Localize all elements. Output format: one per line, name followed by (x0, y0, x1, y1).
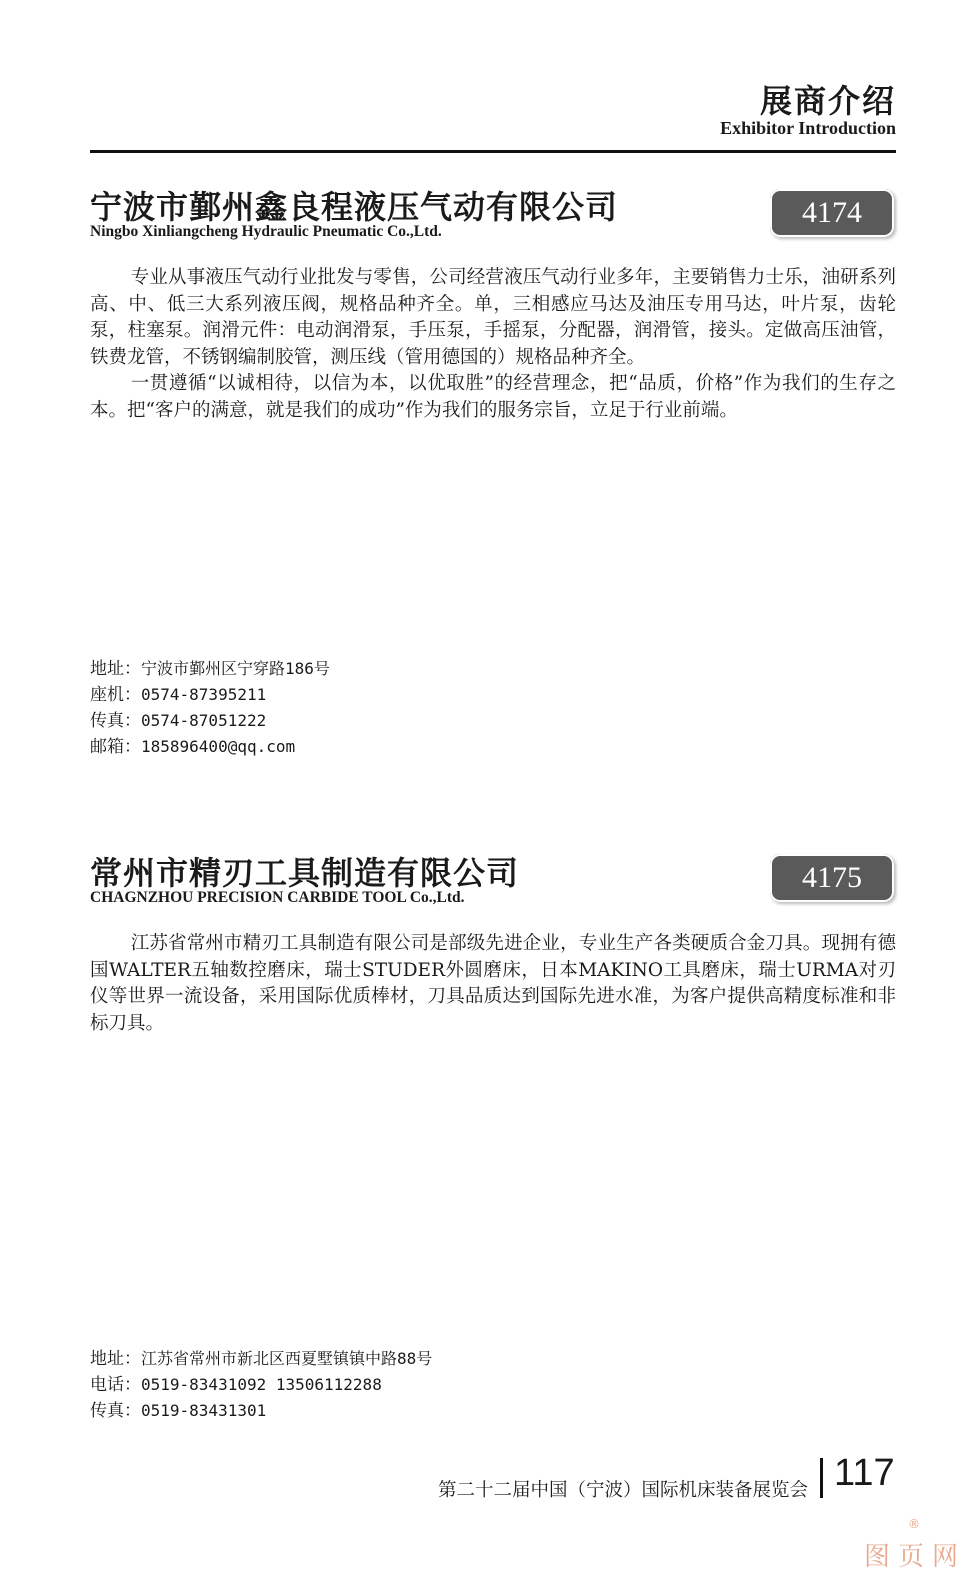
contact-value: 0574-87395211 (141, 685, 267, 704)
contact-label: 传真： (90, 1401, 141, 1421)
description-paragraph: 一贯遵循“以诚相待，以信为本，以优取胜”的经营理念，把“品质，价格”作为我们的生存之本。把“客户的满意，就是我们的成功”作为我们的服务宗旨，立足于行业前端。 (90, 373, 896, 421)
contact-row-address (90, 1346, 432, 1372)
contact-label: 传真： (90, 711, 141, 731)
exhibitor-name-cn: 常州市精刃工具制造有限公司 (90, 854, 520, 892)
watermark-registered-mark: ® (908, 1517, 920, 1531)
contact-block (90, 1346, 432, 1424)
contact-value: 185896400@qq.com (141, 737, 296, 756)
header-divider (90, 150, 896, 153)
contact-label: 邮箱： (90, 737, 141, 757)
description-paragraph: 专业从事液压气动行业批发与零售，公司经营液压气动行业多年，主要销售力士乐，油研系列高、中、低三大系列液压阀，规格品种齐全。单，三相感应马达及油压专用马达，叶片泵，齿轮泵，柱塞泵。润滑元件：电动润滑泵，手压泵，手摇泵，分配器，润滑管，接头。定做高压油管，铁费龙管，不锈钢编制胶管，测压线（管用德国的）规格品种齐全。 (90, 267, 896, 368)
booth-number-badge: 4174 (770, 189, 894, 237)
footer-divider (820, 1458, 823, 1498)
page-number: 117 (834, 1452, 895, 1494)
exhibitor-description (90, 265, 896, 424)
watermark-logo: 图页网 (863, 1542, 966, 1572)
contact-block (90, 656, 330, 760)
contact-row-email (90, 734, 330, 760)
contact-value: 0574-87051222 (141, 711, 267, 730)
contact-value: 0519-83431301 (141, 1401, 267, 1420)
exhibitor-name-en: Ningbo Xinliangcheng Hydraulic Pneumatic Co.,Ltd. (90, 223, 442, 240)
footer-expo-name: 第二十二届中国（宁波）国际机床装备展览会 (437, 1480, 808, 1501)
contact-value: 0519-83431092 13506112288 (141, 1375, 382, 1394)
section-subtitle: Exhibitor Introduction (720, 118, 896, 138)
contact-row-phone (90, 1372, 432, 1398)
contact-label: 地址： (90, 659, 141, 679)
contact-row-fax (90, 1398, 432, 1424)
exhibitor-name-en: CHAGNZHOU PRECISION CARBIDE TOOL Co.,Ltd. (90, 889, 465, 906)
contact-value: 宁波市鄞州区宁穿路186号 (141, 659, 330, 678)
contact-row-address (90, 656, 330, 682)
contact-value: 江苏省常州市新北区西夏墅镇镇中路88号 (141, 1349, 433, 1368)
booth-number-badge: 4175 (770, 854, 894, 902)
exhibitor-description (90, 931, 896, 1037)
contact-label: 地址： (90, 1349, 141, 1369)
section-title: 展商介绍 (759, 82, 896, 120)
contact-row-fax (90, 708, 330, 734)
contact-label: 电话： (90, 1375, 141, 1395)
contact-row-phone (90, 682, 330, 708)
description-paragraph: 江苏省常州市精刃工具制造有限公司是部级先进企业，专业生产各类硬质合金刀具。现拥有德国WALTER五轴数控磨床，瑞士STUDER外圆磨床，日本MAKINO工具磨床，瑞士URMA对刃仪等世界一流设备，采用国际优质棒材，刀具品质达到国际先进水准，为客户提供高精度标准和非标刀具。 (90, 933, 896, 1034)
exhibitor-name-cn: 宁波市鄞州鑫良程液压气动有限公司 (90, 188, 619, 226)
contact-label: 座机： (90, 685, 141, 705)
